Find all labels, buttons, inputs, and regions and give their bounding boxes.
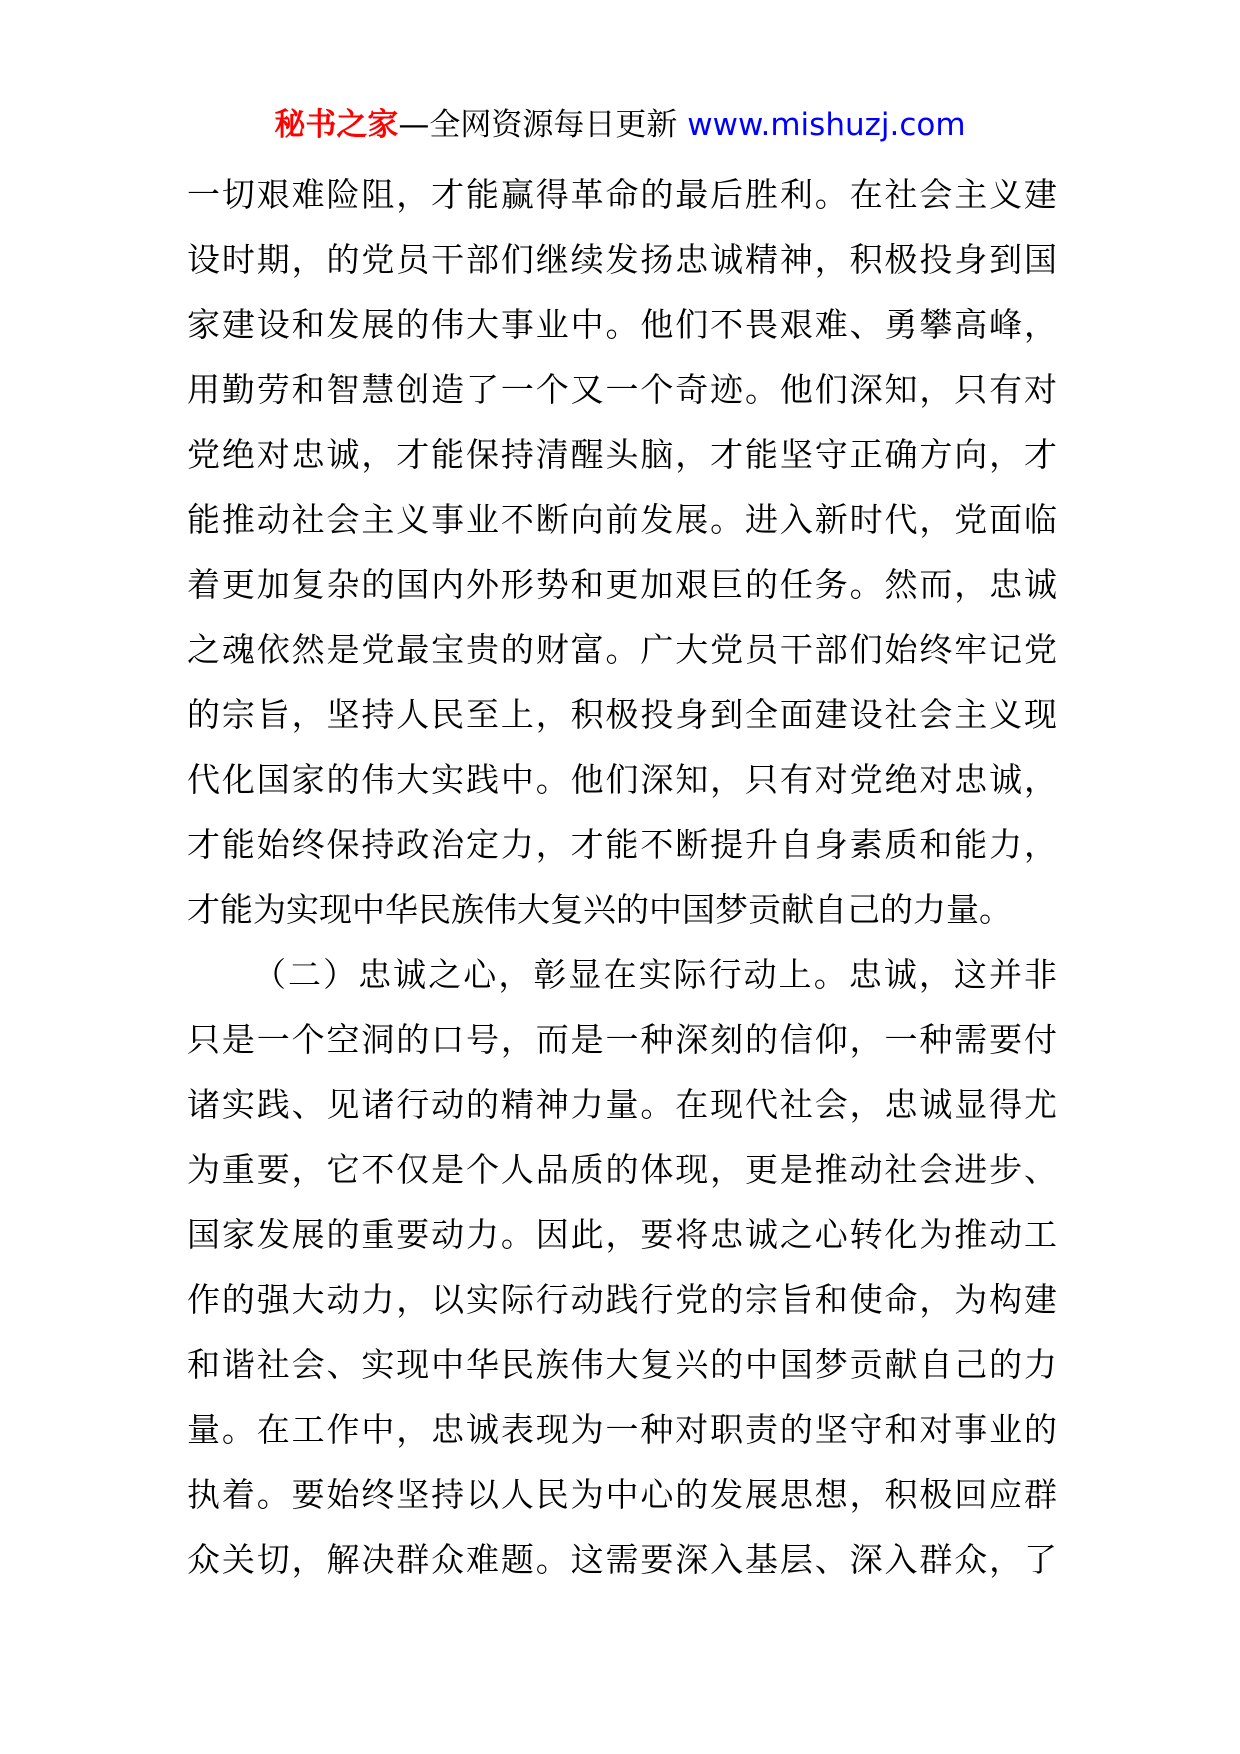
text-line: 为重要，它不仅是个人品质的体现，更是推动社会进步、 — [187, 1150, 1057, 1189]
text-line: 用勤劳和智慧创造了一个又一个奇迹。他们深知，只有对 — [187, 370, 1057, 409]
text-line: 国家发展的重要动力。因此，要将忠诚之心转化为推动工 — [187, 1215, 1057, 1254]
text-line: 的宗旨，坚持人民至上，积极投身到全面建设社会主义现 — [187, 695, 1057, 734]
document-body — [187, 162, 1057, 1592]
page-header — [0, 100, 1240, 150]
text-line: 量。在工作中，忠诚表现为一种对职责的坚守和对事业的 — [187, 1410, 1057, 1449]
text-line: 党绝对忠诚，才能保持清醒头脑，才能坚守正确方向，才 — [187, 435, 1057, 474]
text-line: 作的强大动力，以实际行动践行党的宗旨和使命，为构建 — [187, 1280, 1057, 1319]
paragraph-1 — [187, 162, 1057, 942]
site-url-link[interactable]: www.mishuzj.com — [687, 107, 966, 143]
text-line: 执着。要始终坚持以人民为中心的发展思想，积极回应群 — [187, 1475, 1057, 1514]
site-tagline: —全网资源每日更新 — [398, 107, 688, 143]
text-line: 着更加复杂的国内外形势和更加艰巨的任务。然而，忠诚 — [187, 565, 1057, 604]
paragraph-2 — [187, 942, 1057, 1592]
text-line: 代化国家的伟大实践中。他们深知，只有对党绝对忠诚， — [187, 760, 1057, 799]
text-line: 能推动社会主义事业不断向前发展。进入新时代，党面临 — [187, 500, 1057, 539]
text-line: 一切艰难险阻，才能赢得革命的最后胜利。在社会主义建 — [187, 175, 1057, 214]
text-line: 诸实践、见诸行动的精神力量。在现代社会，忠诚显得尤 — [187, 1085, 1057, 1124]
text-line: 才能为实现中华民族伟大复兴的中国梦贡献自己的力量。 — [187, 890, 1012, 929]
text-line: 家建设和发展的伟大事业中。他们不畏艰难、勇攀高峰， — [187, 305, 1057, 344]
text-line: 众关切，解决群众难题。这需要深入基层、深入群众，了 — [187, 1540, 1057, 1579]
text-line: 设时期，的党员干部们继续发扬忠诚精神，积极投身到国 — [187, 240, 1057, 279]
text-line: 才能始终保持政治定力，才能不断提升自身素质和能力， — [187, 825, 1057, 864]
text-line: 只是一个空洞的口号，而是一种深刻的信仰，一种需要付 — [187, 1020, 1057, 1059]
site-brand: 秘书之家 — [274, 107, 399, 143]
text-line: 和谐社会、实现中华民族伟大复兴的中国梦贡献自己的力 — [187, 1345, 1057, 1384]
text-line: 之魂依然是党最宝贵的财富。广大党员干部们始终牢记党 — [187, 630, 1057, 669]
section-heading-line: （二）忠诚之心，彰显在实际行动上。忠诚，这并非 — [253, 955, 1057, 994]
